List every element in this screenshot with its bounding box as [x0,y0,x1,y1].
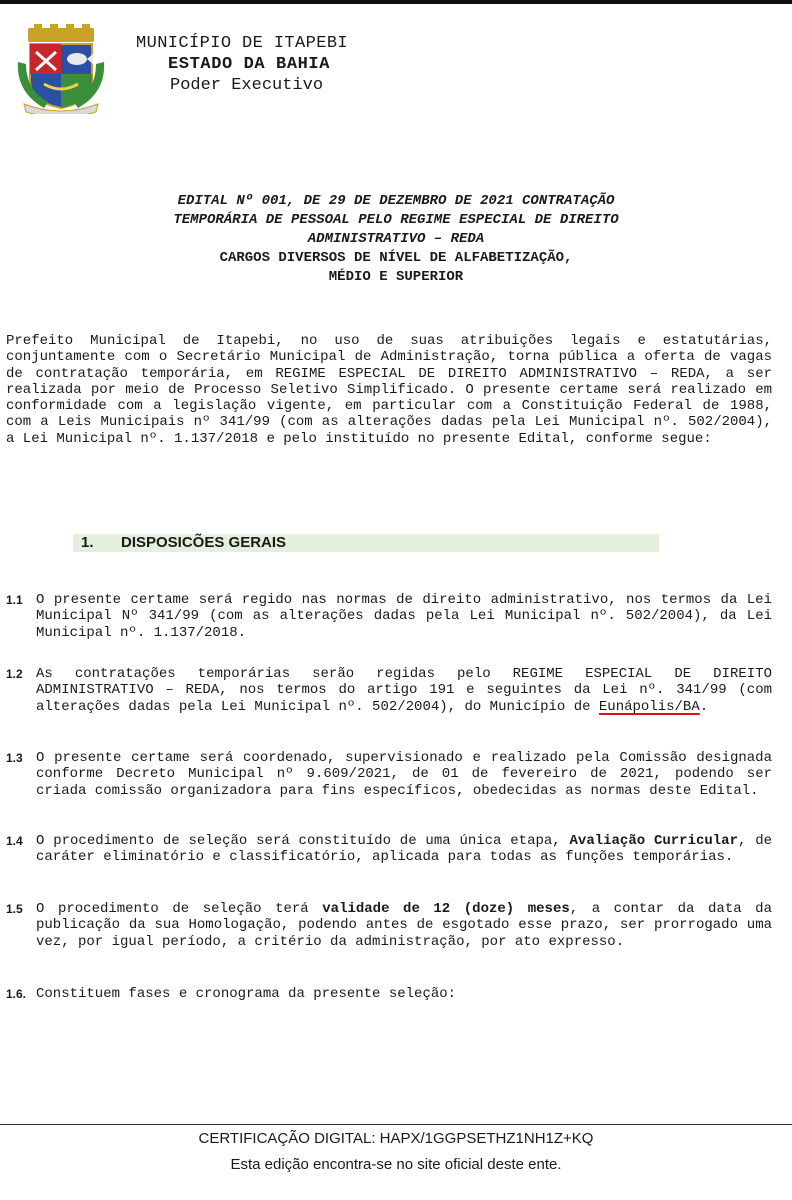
digital-certification: CERTIFICAÇÃO DIGITAL: HAPX/1GGPSETHZ1NH1Z+KQ [198,1130,594,1147]
executive-power-label: Poder Executivo [170,76,324,95]
section-number: 1. [81,534,94,551]
document-title [0,192,792,287]
clause-number: 1.6. [6,987,27,1001]
title-line-2: TEMPORÁRIA DE PESSOAL PELO REGIME ESPECIAL DE DIREITO [173,212,619,228]
clause-text [36,666,772,715]
clause-1-3 [6,750,772,799]
clause-text: Constituem fases e cronograma da presente seleção: [36,986,457,1002]
clause-text [36,901,772,950]
clause-text-pre: O procedimento de seleção será constituído de uma única etapa, [36,833,570,849]
clause-text: O presente certame será regido nas normas de direito administrativo, nos termos da Lei Municipal Nº 341/99 (com as alterações dadas pela Lei Municipal nº. 502/2004), da Lei Municipal nº. 1.137/2018. [36,592,772,641]
clause-text-post: , a contar da data da publicação da sua Homologação, podendo antes de esgotado esse prazo, ser prorrogado uma vez, por igual período, a critério da administração, por ato expresso. [36,901,772,950]
clause-1-6 [6,986,772,1002]
clause-text [36,833,772,866]
state-name: ESTADO DA BAHIA [168,55,331,74]
clause-text-main: As contratações temporárias serão regidas pelo REGIME ESPECIAL DE DIREITO ADMINISTRATIVO – REDA, nos termos do artigo 191 e seguintes da Lei nº. 341/99 (com alterações dadas pela Lei Municipal nº. 502/2004), do Município de [36,666,772,715]
municipal-coat-of-arms-icon [14,22,108,114]
clause-1-4 [6,833,772,866]
clause-number: 1.1 [6,593,23,607]
section-heading [73,534,659,552]
section-title: DISPOSICÕES GERAIS [121,534,287,551]
clause-1-5 [6,901,772,950]
official-site-note: Esta edição encontra-se no site oficial deste ente. [230,1156,562,1173]
clause-1-1 [6,592,772,641]
title-line-1: EDITAL Nº 001, DE 29 DE DEZEMBRO DE 2021 CONTRATAÇÃO [177,193,615,209]
top-rule [0,0,792,4]
footer-rule [0,1124,792,1125]
underlined-city: Eunápolis/BA [598,698,700,715]
clause-text: O presente certame será coordenado, supervisionado e realizado pela Comissão designada conforme Decreto Municipal nº 9.609/2021, de 01 de fevereiro de 2021, podendo ser criada comissão organizadora para fins específicos, obedecidas as normas deste Edital. [36,750,772,799]
intro-paragraph: Prefeito Municipal de Itapebi, no uso de suas atribuições legais e estatutárias, conjuntamente com o Secretário Municipal de Administração, torna pública a oferta de vagas de contratação temporária, em REGIME ESPECIAL DE DIREITO ADMINISTRATIVO – REDA, a ser realizada por meio de Processo Seletivo Simplificado. O presente certame será realizado em conformidade com a legislação vigente, em particular com a Constituição Federal de 1988, com a Leis Municipais nº 341/99 (com as alterações dadas pela Lei Municipal nº. 502/2004), a Lei Municipal nº. 1.137/2018 e pelo instituído no presente Edital, conforme segue: [6,333,772,447]
clause-number: 1.2 [6,667,23,681]
clause-text-tail: . [699,698,709,715]
letterhead [136,33,348,96]
clause-number: 1.5 [6,902,23,916]
title-line-3: ADMINISTRATIVO – REDA [307,231,485,247]
clause-number: 1.4 [6,834,23,848]
clause-1-2 [6,666,772,715]
clause-text-bold: Avaliação Curricular [569,833,738,849]
clause-text-post: , de caráter eliminatório e classificatório, aplicada para todas as funções temporárias. [36,833,772,866]
title-line-5: MÉDIO E SUPERIOR [328,269,464,285]
clause-text-pre: O procedimento de seleção terá [36,901,323,917]
clause-text-bold: validade de 12 (doze) meses [322,901,570,917]
municipality-name: MUNICÍPIO DE ITAPEBI [136,34,349,53]
clause-number: 1.3 [6,751,23,765]
title-line-4: CARGOS DIVERSOS DE NÍVEL DE ALFABETIZAÇÃO, [219,250,573,266]
